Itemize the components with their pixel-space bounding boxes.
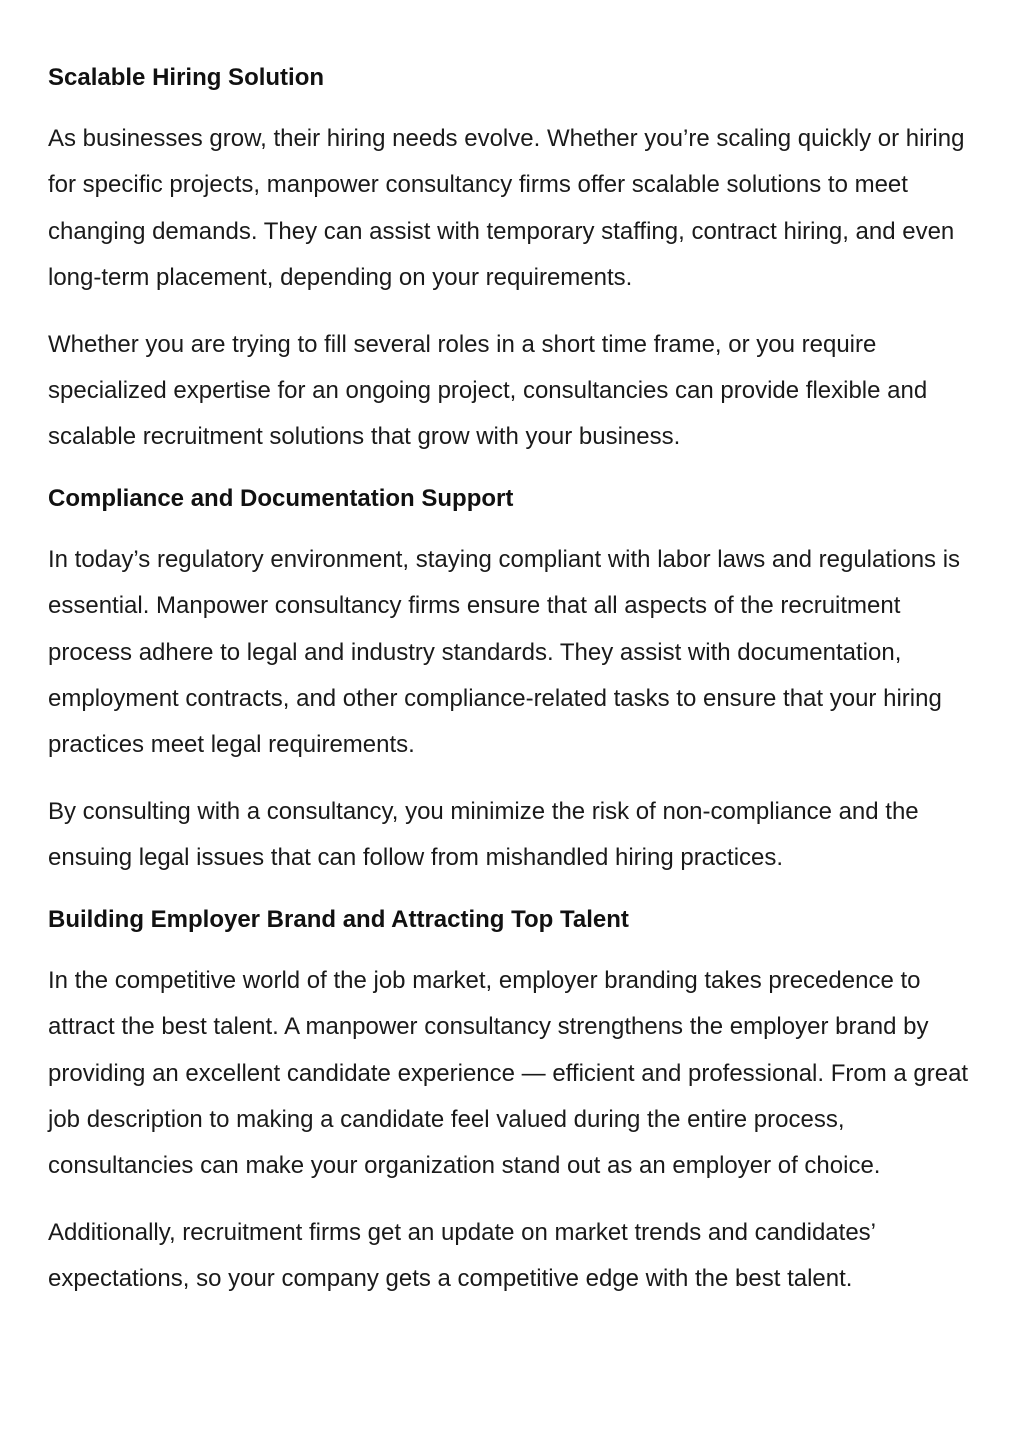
paragraph-compliance-1: In today’s regulatory environment, staying compliant with labor laws and regulations is essential. Manpower consultancy firms ensure that all aspects of the recruitment process adhere to legal and industry standards. They assist with documentation, employment contracts, and other compliance-related tasks to ensure that your hiring practices meet legal requirements. xyxy=(48,545,961,759)
paragraph-scalable-hiring-2: Whether you are trying to fill several roles in a short time frame, or you require specialized expertise for an ongoing project, consultancies can provide flexible and scalable recruitment solutions that grow with your business. xyxy=(48,330,928,451)
paragraph-employer-brand-2: Additionally, recruitment firms get an update on market trends and candidates’ expectations, so your company gets a competitive edge with the best talent. xyxy=(48,1218,876,1293)
section-heading-scalable-hiring: Scalable Hiring Solution xyxy=(48,64,325,91)
paragraph-employer-brand-1: In the competitive world of the job market, employer branding takes precedence to attract the best talent. A manpower consultancy strengthens the employer brand by providing an excellent candidate experience — efficient and professional. From a great job description to making a candidate feel valued during the entire process, consultancies can make your organization stand out as an employer of choice. xyxy=(48,966,969,1180)
paragraph-compliance-2: By consulting with a consultancy, you minimize the risk of non-compliance and the ensuing legal issues that can follow from mishandled hiring practices. xyxy=(48,797,919,872)
paragraph-scalable-hiring-1: As businesses grow, their hiring needs evolve. Whether you’re scaling quickly or hiring for specific projects, manpower consultancy firms offer scalable solutions to meet changing demands. They can assist with temporary staffing, contract hiring, and even long-term placement, depending on your requirements. xyxy=(48,125,965,292)
section-heading-employer-brand: Building Employer Brand and Attracting Top Talent xyxy=(48,905,629,933)
section-heading-compliance: Compliance and Documentation Support xyxy=(48,484,514,512)
